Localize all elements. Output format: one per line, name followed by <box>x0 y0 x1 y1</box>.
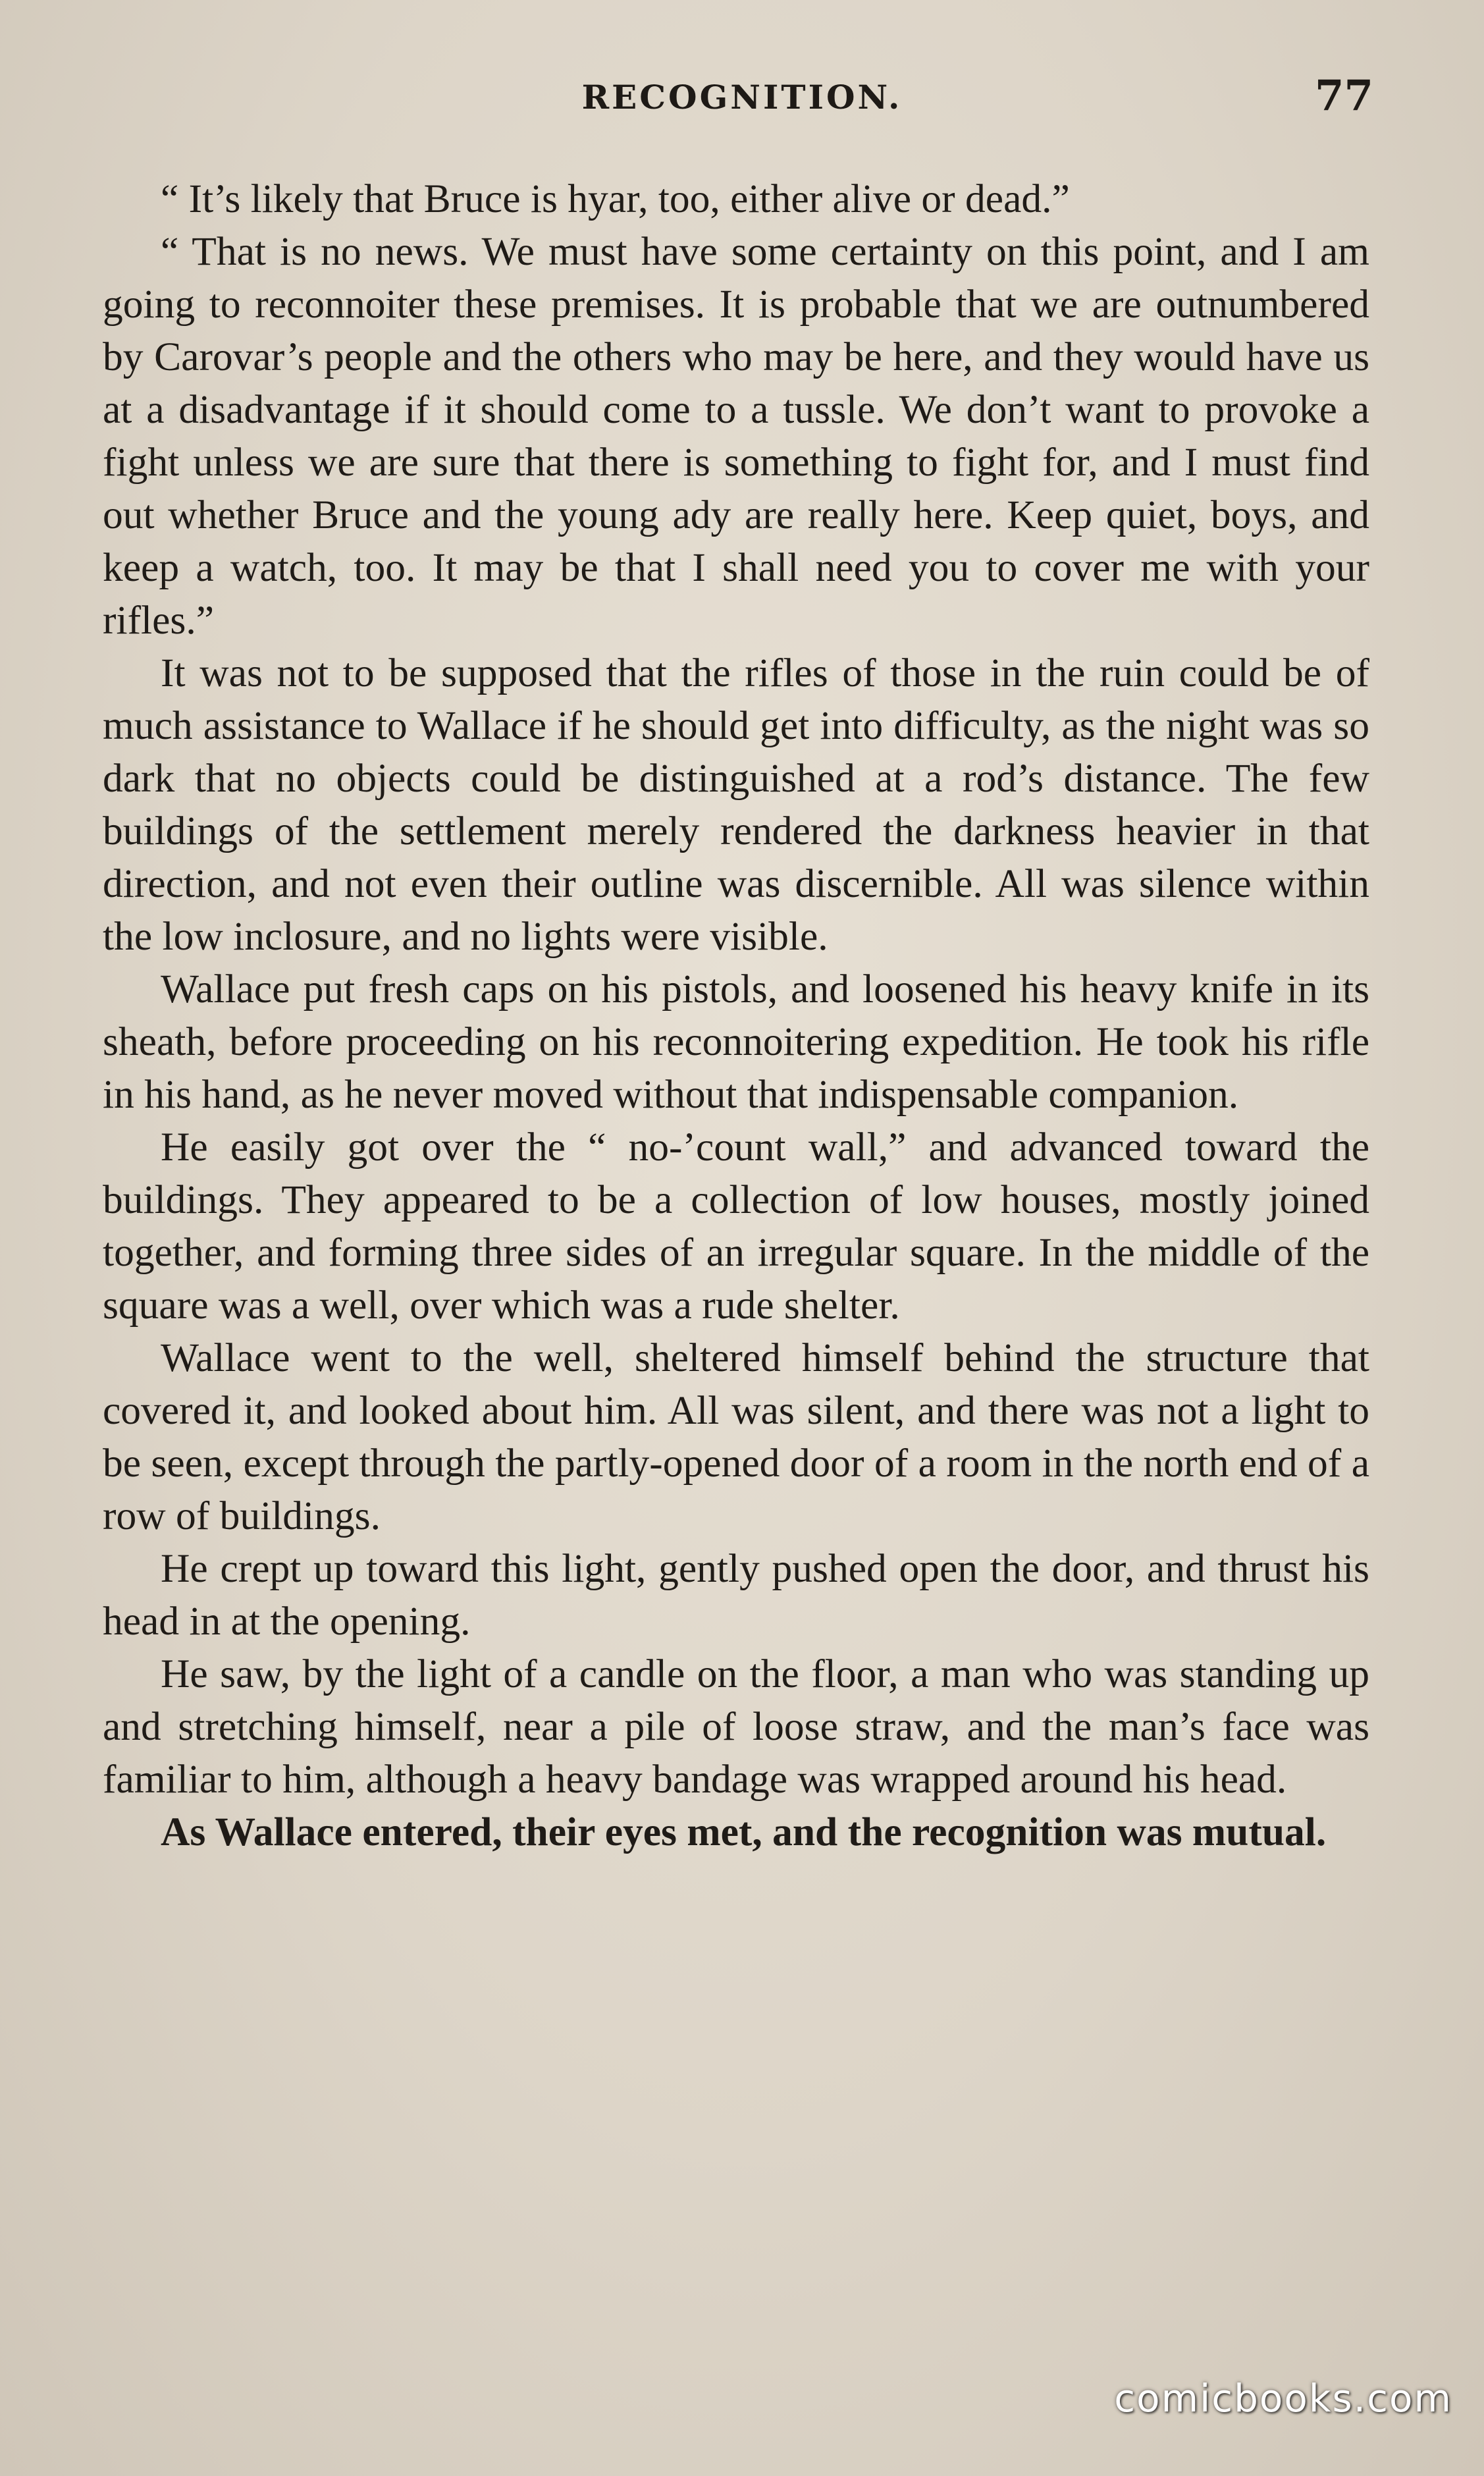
paragraph: “ It’s likely that Bruce is hyar, too, either alive or dead.” <box>161 176 1070 221</box>
paragraph: Wallace put fresh caps on his pistols, and loosened his heavy knife in its sheath, before proceeding on his reconnoitering expedition. He took his rifle in his hand, as he never moved without that indispensable companion. <box>103 967 1369 1117</box>
paragraph: He crept up toward this light, gently pushed open the door, and thrust his head in at the opening. <box>103 1546 1369 1644</box>
paragraph: As Wallace entered, their eyes met, and the recognition was mutual. <box>161 1810 1327 1854</box>
paragraph: He easily got over the “ no-’count wall,” and advanced toward the buildings. They appeared to be a collection of low houses, mostly joined together, and forming three sides of an irregular square. In the middle of the square was a well, over which was a rude shelter. <box>103 1125 1369 1328</box>
running-title: RECOGNITION. <box>581 78 903 117</box>
watermark: comicbooks.com <box>1114 2376 1452 2421</box>
page-number: 77 <box>1314 71 1373 121</box>
paragraph: He saw, by the light of a candle on the floor, a man who was standing up and stretching himself, near a pile of loose straw, and the man’s face was familiar to him, although a heavy bandage was wrapped around his head. <box>103 1652 1369 1802</box>
paragraph: “ That is no news. We must have some certainty on this point, and I am going to reconnoiter these premises. It is probable that we are outnumbered by Carovar’s people and the others who may be here, and they would have us at a disadvantage if it should come to a tussle. We don’t want to provoke a fight unless we are sure that there is something to fight for, and I must find out whether Bruce and the young ady are really here. Keep quiet, boys, and keep a watch, too. It may be that I shall need you to cover me with your rifles.” <box>103 229 1369 643</box>
paragraph: It was not to be supposed that the rifles of those in the ruin could be of much assistance to Wallace if he should get into difficulty, as the night was so dark that no objects could be distinguished at a rod’s distance. The few buildings of the settlement merely rendered the darkness heavier in that direction, and not even their outline was discernible. All was silence within the low inclosure, and no lights were visible. <box>103 651 1369 959</box>
body-text <box>103 173 1369 1858</box>
paragraph: Wallace went to the well, sheltered himself behind the structure that covered it, and looked about him. All was silent, and there was not a light to be seen, except through the partly-opened door of a room in the north end of a row of buildings. <box>103 1335 1369 1538</box>
running-head <box>0 71 1484 124</box>
